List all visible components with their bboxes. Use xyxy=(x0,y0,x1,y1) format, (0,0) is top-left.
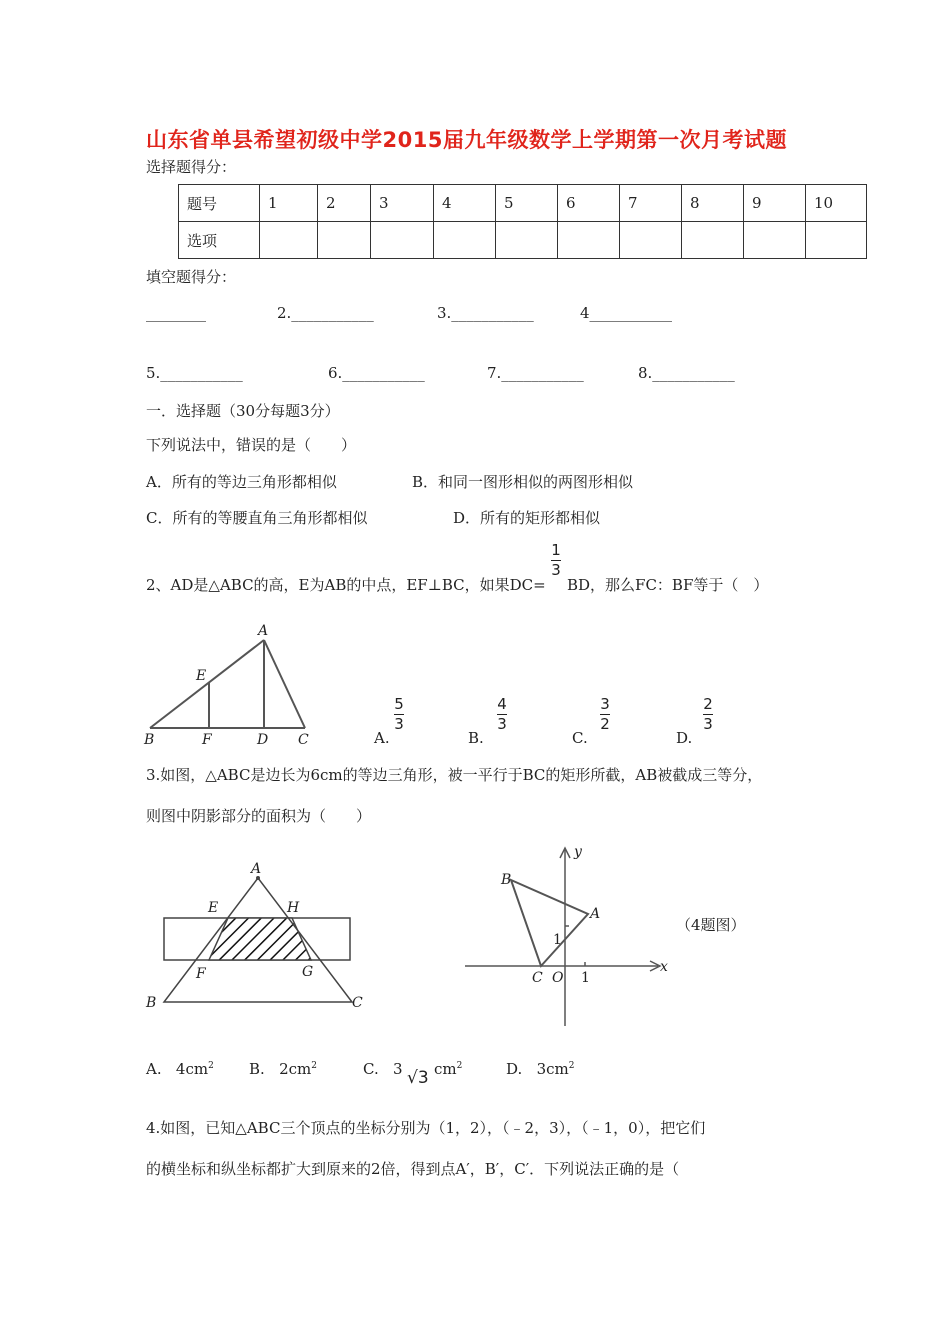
label-F: F xyxy=(202,732,212,748)
blank-8[interactable]: 8.___________ xyxy=(638,364,735,382)
fraction-numerator: 1 xyxy=(551,541,561,559)
fraction-numerator: 2 xyxy=(703,695,713,713)
fraction-denominator: 2 xyxy=(600,715,610,733)
q2-option-d-fraction xyxy=(703,696,713,733)
q2-option-a-letter: A. xyxy=(374,729,390,747)
table-cell: 1 xyxy=(260,185,318,222)
blank-6[interactable]: 6.___________ xyxy=(328,364,425,382)
axis-x-label: x xyxy=(660,959,668,975)
table-cell: 4 xyxy=(434,185,496,222)
answer-cell-5[interactable] xyxy=(496,222,558,259)
answer-cell-2[interactable] xyxy=(318,222,371,259)
q2-stem-part2: BD，那么FC：BF等于（ ） xyxy=(567,576,769,594)
answer-cell-10[interactable] xyxy=(806,222,867,259)
q4-stem-line2: 的横坐标和纵坐标都扩大到原来的2倍，得到点A′，B′，C′．下列说法正确的是（ xyxy=(146,1160,680,1178)
choice-score-label: 选择题得分： xyxy=(146,158,237,176)
q3-option-b xyxy=(249,1060,317,1078)
blank-1[interactable]: ________ xyxy=(146,304,206,322)
fraction-denominator: 3 xyxy=(394,715,404,733)
q2-option-c-letter: C. xyxy=(572,729,588,747)
q1-stem: 下列说法中，错误的是（ ） xyxy=(146,436,357,454)
label-H: H xyxy=(287,900,300,916)
fill-score-label: 填空题得分： xyxy=(146,268,237,286)
q3-triangle-figure xyxy=(140,860,380,1020)
table-row xyxy=(179,222,867,259)
table-cell: 10 xyxy=(806,185,867,222)
q4-coordinate-figure xyxy=(460,840,680,1030)
answer-table xyxy=(178,184,867,259)
answer-cell-1[interactable] xyxy=(260,222,318,259)
q2-option-b-letter: B. xyxy=(468,729,484,747)
option-superscript: 2 xyxy=(568,1061,575,1071)
table-cell: 5 xyxy=(496,185,558,222)
q3-option-c xyxy=(363,1060,403,1078)
q3-option-d xyxy=(506,1060,574,1078)
fraction-denominator: 3 xyxy=(551,561,561,579)
option-value: 4cm xyxy=(175,1060,209,1078)
label-G: G xyxy=(302,964,314,980)
label-E: E xyxy=(208,900,219,916)
answer-cell-6[interactable] xyxy=(558,222,620,259)
fraction-denominator: 3 xyxy=(703,715,713,733)
q3-stem-line1: 3.如图，△ABC是边长为6cm的等边三角形，被一平行于BC的矩形所截，AB被截成三等分， xyxy=(146,766,763,784)
label-A: A xyxy=(251,861,262,877)
q1-option-d: D．所有的矩形都相似 xyxy=(453,509,601,527)
option-letter: D. xyxy=(506,1060,523,1078)
q2-fraction xyxy=(551,542,561,579)
option-unit: cm xyxy=(434,1060,457,1078)
q1-option-c: C．所有的等腰直角三角形都相似 xyxy=(146,509,368,527)
answer-cell-7[interactable] xyxy=(620,222,682,259)
fraction-denominator: 3 xyxy=(497,715,507,733)
q2-stem-part1: 2、AD是△ABC的高，E为AB的中点，EF⊥BC，如果DC= xyxy=(146,576,546,594)
q2-triangle-figure xyxy=(140,620,330,750)
q4-figure-caption: （4题图） xyxy=(676,916,746,934)
table-cell: 6 xyxy=(558,185,620,222)
label-C: C xyxy=(532,970,543,986)
q3-stem-line2: 则图中阴影部分的面积为（ ） xyxy=(146,807,372,825)
label-D: D xyxy=(257,732,269,748)
table-row xyxy=(179,185,867,222)
option-letter: C. xyxy=(363,1060,379,1078)
option-superscript: 2 xyxy=(456,1061,463,1071)
q2-option-d-letter: D. xyxy=(676,729,693,747)
q2-option-b-fraction xyxy=(497,696,507,733)
option-letter: B. xyxy=(249,1060,265,1078)
fraction-numerator: 3 xyxy=(600,695,610,713)
q3-option-c-root: √3 xyxy=(407,1068,429,1088)
option-letter: A. xyxy=(146,1060,162,1078)
option-value: 2cm xyxy=(279,1060,312,1078)
label-B: B xyxy=(146,995,157,1011)
blank-7[interactable]: 7.___________ xyxy=(487,364,584,382)
table-cell: 9 xyxy=(744,185,806,222)
answer-cell-8[interactable] xyxy=(682,222,744,259)
option-coefficient: 3 xyxy=(393,1060,403,1078)
section-heading: 一．选择题（30分每题3分） xyxy=(146,402,340,420)
label-O: O xyxy=(552,970,564,986)
fraction-numerator: 5 xyxy=(394,695,404,713)
answer-cell-3[interactable] xyxy=(371,222,434,259)
q3-option-c-unit xyxy=(434,1060,462,1078)
q2-option-a-fraction xyxy=(394,696,404,733)
q4-stem-line1: 4.如图，已知△ABC三个顶点的坐标分别为（1，2），（﹣2，3），（﹣1，0），把它们 xyxy=(146,1119,706,1137)
answer-cell-4[interactable] xyxy=(434,222,496,259)
label-B: B xyxy=(501,872,512,888)
label-F: F xyxy=(196,966,206,982)
blank-5[interactable]: 5.___________ xyxy=(146,364,243,382)
blank-2[interactable]: 2.___________ xyxy=(277,304,374,322)
label-B: B xyxy=(144,732,155,748)
label-C: C xyxy=(352,995,363,1011)
blank-3[interactable]: 3.___________ xyxy=(437,304,534,322)
q2-option-c-fraction xyxy=(600,696,610,733)
tick-label-x-1: 1 xyxy=(581,970,590,986)
option-value: 3cm xyxy=(536,1060,569,1078)
q1-option-a: A．所有的等边三角形都相似 xyxy=(146,473,337,491)
fraction-numerator: 4 xyxy=(497,695,507,713)
q1-option-b: B．和同一图形相似的两图形相似 xyxy=(412,473,634,491)
label-E: E xyxy=(196,668,207,684)
table-cell: 3 xyxy=(371,185,434,222)
tick-label-y-1: 1 xyxy=(553,932,562,948)
table-row-header: 选项 xyxy=(179,222,260,259)
table-cell: 2 xyxy=(318,185,371,222)
label-A: A xyxy=(590,906,601,922)
table-cell: 8 xyxy=(682,185,744,222)
option-superscript: 2 xyxy=(311,1061,318,1071)
axis-y-label: y xyxy=(574,844,582,860)
option-superscript: 2 xyxy=(208,1061,214,1071)
page-title: 山东省单县希望初级中学2015届九年级数学上学期第一次月考试题 xyxy=(146,128,787,152)
q3-option-a xyxy=(146,1060,214,1078)
table-cell: 7 xyxy=(620,185,682,222)
blank-4[interactable]: 4___________ xyxy=(580,304,673,322)
label-C: C xyxy=(298,732,309,748)
label-A: A xyxy=(258,623,269,639)
answer-cell-9[interactable] xyxy=(744,222,806,259)
table-row-header: 题号 xyxy=(179,185,260,222)
